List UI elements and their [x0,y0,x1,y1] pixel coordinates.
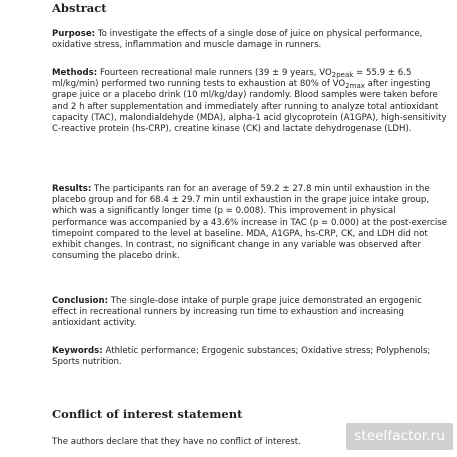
keywords-paragraph [52,346,448,368]
purpose-text: To investigate the effects of a single dose of juice on physical performance, oxidative stress, inflammation and muscle damage in runners. [52,29,423,51]
results-text: The participants ran for an average of 59.2 ± 27.8 min until exhaustion in the placebo group and for 68.4 ± 29.7 min until exhaustion in the grape juice intake group, which was a significantly longer time (p = 0.008). This improvement in physical performance was accompanied by a 43.6% increase in TAC (p = 0.000) at the post-exercise timepoint compared to the level at baseline. MDA, A1GPA, hs-CRP, CK, and LDH did not exhibit changes. In contrast, no significant change in any variable was observed after consuming the placebo drink. [52,184,447,262]
methods-text-2: = 55.9 ± 6.5 ml/kg/min) performed two running tests to exhaustion at 80% of VO [52,68,412,90]
conclusion-paragraph [52,296,448,330]
purpose-paragraph [52,29,448,51]
methods-paragraph [52,68,448,135]
abstract-heading: Abstract [52,1,107,15]
methods-label: Methods: [52,68,98,78]
conflict-of-interest-text: The authors declare that they have no conflict of interest. [52,437,301,447]
methods-subscript-2: 2max [345,82,365,91]
methods-text-1: Fourteen recreational male runners (39 ± 9 years, VO [99,68,332,78]
watermark-badge: steelfactor.ru [346,423,453,450]
conclusion-label: Conclusion: [52,296,109,306]
methods-subscript-1: 2peak [331,71,354,79]
results-paragraph [52,184,448,262]
keywords-text: Athletic performance; Ergogenic substances; Oxidative stress; Polyphenols; Sports nutrition. [52,346,431,368]
results-label: Results: [52,184,92,194]
conflict-of-interest-heading: Conflict of interest statement [52,407,243,421]
methods-text-3: after ingesting grape juice or a placebo drink (10 ml/kg/day) randomly. Blood samples were taken before and 2 h after supplementation and immediately after running to analyze total antioxidant capacity (TAC), malondialdehyde (MDA), alpha-1 acid glycoprotein (A1GPA), high-sensitivity C-reactive protein (hs-CRP), creatine kinase (CK) and lactate dehydrogenase (LDH). [52,79,447,135]
keywords-label: Keywords: [52,346,103,356]
conclusion-text: The single-dose intake of purple grape juice demonstrated an ergogenic effect in recreational runners by increasing run time to exhaustion and increasing antioxidant activity. [52,296,422,329]
purpose-label: Purpose: [52,29,96,39]
